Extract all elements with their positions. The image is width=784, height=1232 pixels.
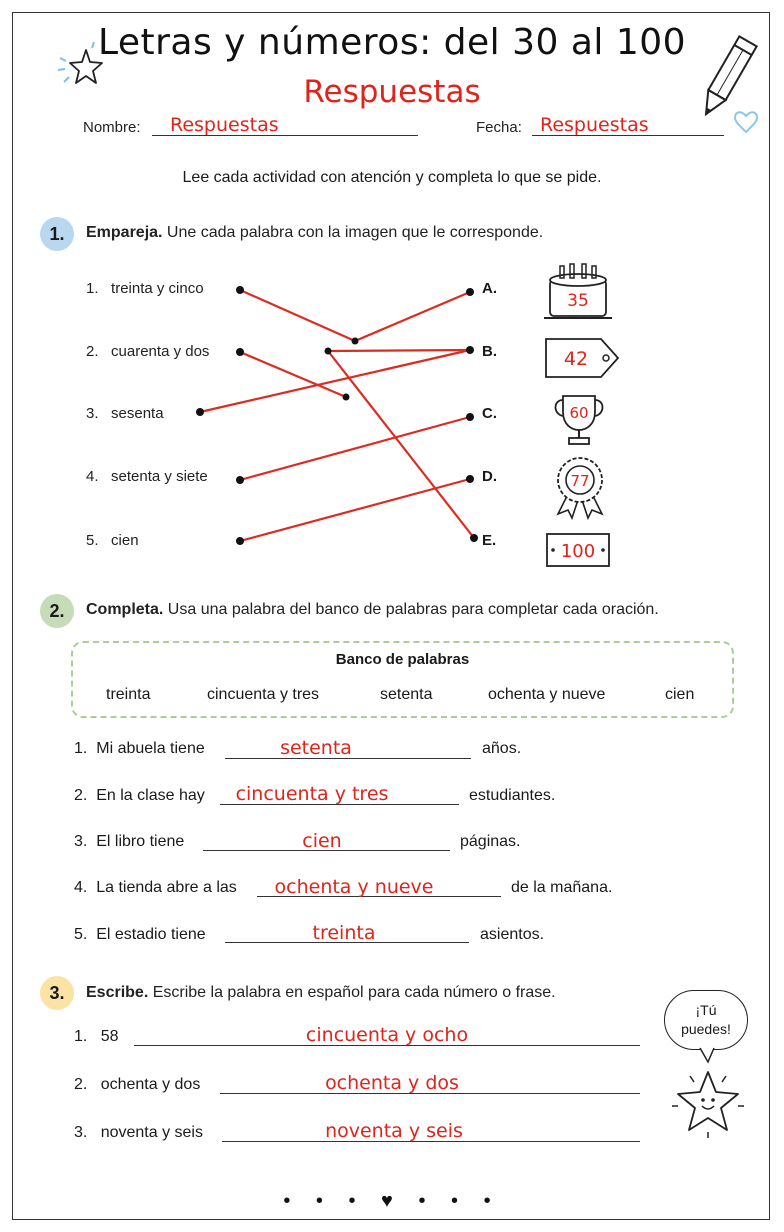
bank-word: cincuenta y tres xyxy=(207,686,320,703)
match-letter-c: C. xyxy=(482,405,497,422)
bank-word: setenta xyxy=(380,686,433,703)
sentence-3-answer: cien xyxy=(302,830,342,852)
speech-bubble xyxy=(664,990,748,1050)
ribbon-medal-icon xyxy=(552,454,608,520)
sentence-4-answer: ochenta y nueve xyxy=(274,876,434,898)
section-3-instruction-bold: Escribe. xyxy=(86,984,149,1001)
word-bank-title: Banco de palabras xyxy=(335,651,470,668)
section-1-instruction-bold: Empareja. xyxy=(86,224,163,241)
sentence-2-end: estudiantes. xyxy=(469,787,556,804)
match-item: 5. cien xyxy=(86,532,139,549)
sentence-1-answer: setenta xyxy=(280,737,352,759)
match-item: 1. treinta y cinco xyxy=(86,280,204,297)
sentence-5: 5. El estadio tiene xyxy=(74,926,206,943)
bubble-line-2: puedes! xyxy=(681,1021,731,1037)
sentence-3-end: páginas. xyxy=(460,833,521,850)
date-label: Fecha: xyxy=(476,119,522,136)
sentence-4: 4. La tienda abre a las xyxy=(74,879,237,896)
page-title: Letras y números: del 30 al 100 xyxy=(97,22,687,63)
section-2-instruction-bold: Completa. xyxy=(86,601,164,618)
page-subtitle: Respuestas xyxy=(303,74,481,110)
match-item: 4. setenta y siete xyxy=(86,468,208,485)
section-2-badge: 2. xyxy=(40,594,74,628)
name-value: Respuestas xyxy=(170,114,279,136)
date-value: Respuestas xyxy=(540,114,649,136)
sentence-1: 1. Mi abuela tiene xyxy=(74,740,205,757)
bank-word: treinta xyxy=(106,686,151,703)
footer-decoration: • • • ♥ • • • xyxy=(283,1190,501,1212)
bank-word: ochenta y nueve xyxy=(488,686,606,703)
sign-value: 100 xyxy=(560,541,596,562)
price-tag-icon xyxy=(543,336,623,380)
general-instructions: Lee cada actividad con atención y completa lo que se pide. xyxy=(182,169,602,186)
sentence-1-end: años. xyxy=(482,740,522,757)
section-3-instruction xyxy=(86,984,556,1002)
sentence-3: 3. El libro tiene xyxy=(74,833,185,850)
sentence-4-end: de la mañana. xyxy=(511,879,613,896)
write-item-3: 3. noventa y seis xyxy=(74,1124,203,1141)
matching-lines xyxy=(0,0,784,600)
sentence-5-end: asientos. xyxy=(480,926,545,943)
write-item-3-answer: noventa y seis xyxy=(325,1120,463,1142)
write-item-2: 2. ochenta y dos xyxy=(74,1076,201,1093)
medal-value: 77 xyxy=(570,472,590,490)
sentence-2-answer: cincuenta y tres xyxy=(235,783,389,805)
speech-bubble-tail xyxy=(696,1046,720,1066)
birthday-cake-icon xyxy=(540,258,616,322)
write-item-1-answer: cincuenta y ocho xyxy=(305,1024,469,1046)
match-item: 2. cuarenta y dos xyxy=(86,343,210,360)
match-line-5-d xyxy=(240,479,470,541)
match-letter-a: A. xyxy=(482,280,497,297)
match-line-b2 xyxy=(328,350,470,351)
match-letter-d: D. xyxy=(482,468,497,485)
section-1-badge: 1. xyxy=(40,217,74,251)
match-line-1-a xyxy=(240,290,355,341)
match-line-e xyxy=(328,351,474,538)
cake-value: 35 xyxy=(567,291,589,311)
bank-word: cien xyxy=(665,686,695,703)
match-line-4-c xyxy=(240,417,470,480)
section-2-instruction xyxy=(86,601,659,619)
match-letter-b: B. xyxy=(482,343,497,360)
write-item-1: 1. 58 xyxy=(74,1028,119,1045)
match-line-1-a2 xyxy=(355,292,470,341)
section-3-badge: 3. xyxy=(40,976,74,1010)
tag-value: 42 xyxy=(563,348,589,370)
section-3-instruction-text: Escribe la palabra en español para cada número o frase. xyxy=(148,984,556,1001)
trophy-icon xyxy=(549,392,609,448)
bubble-line-1: ¡Tú xyxy=(695,1002,717,1018)
sentence-5-answer: treinta xyxy=(312,922,376,944)
smiling-star-icon xyxy=(670,1066,746,1140)
sentence-2: 2. En la clase hay xyxy=(74,787,205,804)
trophy-value: 60 xyxy=(569,404,589,422)
name-label: Nombre: xyxy=(83,119,141,136)
section-2-instruction-text: Usa una palabra del banco de palabras para completar cada oración. xyxy=(163,601,659,618)
match-item: 3. sesenta xyxy=(86,405,164,422)
write-item-2-answer: ochenta y dos xyxy=(325,1072,459,1094)
section-1-instruction-text: Une cada palabra con la imagen que le corresponde. xyxy=(162,224,544,241)
sign-icon xyxy=(545,532,611,568)
match-letter-e: E. xyxy=(482,532,497,549)
